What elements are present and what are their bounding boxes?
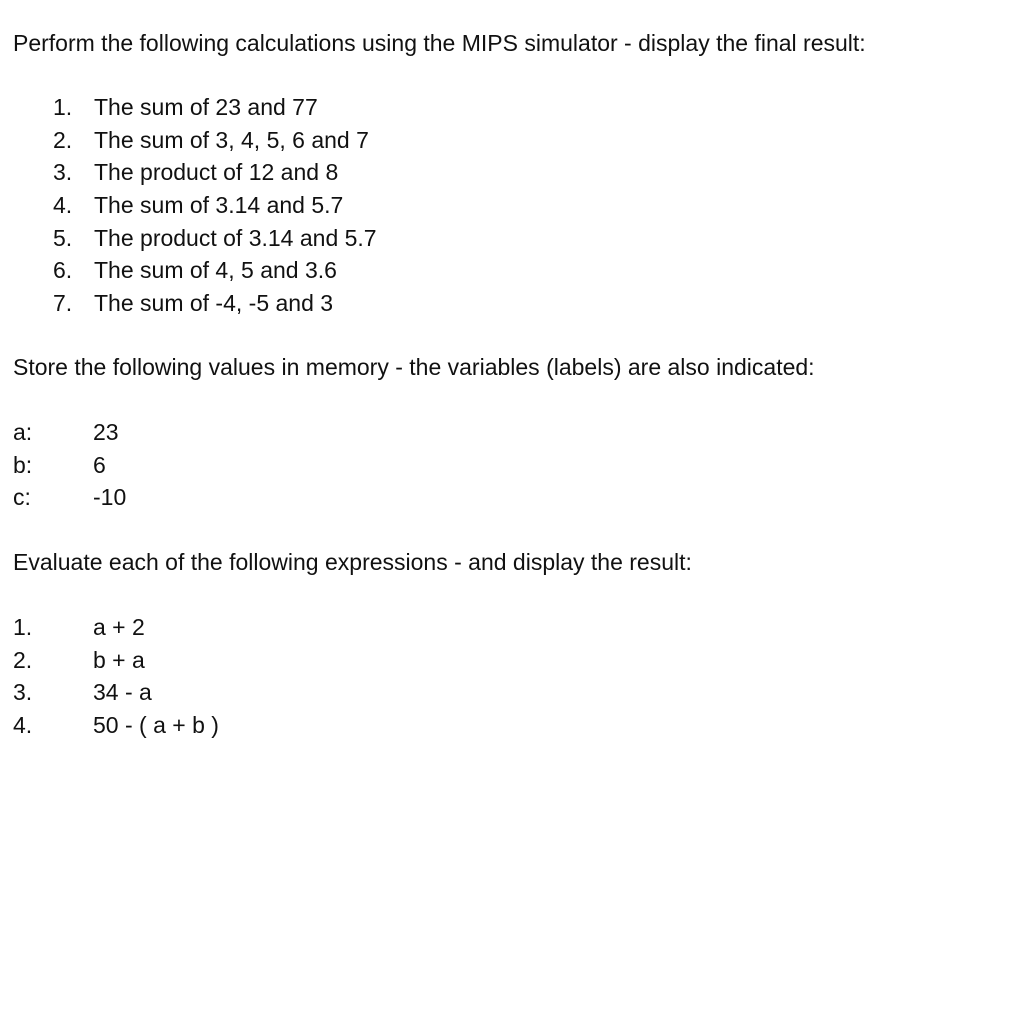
list-item-text: The sum of 3, 4, 5, 6 and 7 bbox=[94, 126, 369, 153]
list-item-text: The sum of -4, -5 and 3 bbox=[94, 290, 334, 317]
list-item-number: 5. bbox=[53, 224, 73, 251]
list-item-text: The sum of 23 and 77 bbox=[94, 94, 318, 120]
variable-label: c: bbox=[13, 484, 31, 510]
expression-number: 3. bbox=[13, 679, 33, 705]
list-item-number: 1. bbox=[53, 94, 73, 120]
list-item-number: 3. bbox=[53, 159, 73, 186]
intro-paragraph: Perform the following calculations using the MIPS simulator - display the final result: bbox=[13, 30, 866, 56]
list-item-text: The sum of 4, 5 and 3.6 bbox=[94, 257, 337, 284]
variable-label: a: bbox=[13, 419, 33, 445]
variable-value: -10 bbox=[93, 484, 127, 510]
expression-text: b + a bbox=[93, 646, 145, 673]
variable-value: 23 bbox=[93, 419, 119, 445]
store-heading: Store the following values in memory - the variables (labels) are also indicated: bbox=[13, 354, 815, 380]
list-item-number: 7. bbox=[53, 290, 73, 317]
expression-number: 1. bbox=[13, 614, 33, 640]
variable-label: b: bbox=[13, 451, 33, 478]
list-item-text: The product of 3.14 and 5.7 bbox=[94, 224, 377, 251]
expression-number: 4. bbox=[13, 711, 33, 738]
list-item-text: The sum of 3.14 and 5.7 bbox=[94, 192, 344, 219]
list-item-number: 4. bbox=[53, 192, 73, 219]
variable-value: 6 bbox=[93, 451, 106, 478]
expression-text: 50 - ( a + b ) bbox=[93, 711, 219, 738]
list-item-number: 6. bbox=[53, 257, 73, 284]
expression-number: 2. bbox=[13, 646, 33, 673]
list-item-number: 2. bbox=[53, 126, 73, 153]
expression-text: 34 - a bbox=[93, 679, 152, 705]
evaluate-heading: Evaluate each of the following expressions - and display the result: bbox=[13, 549, 692, 575]
expression-text: a + 2 bbox=[93, 614, 145, 640]
list-item-text: The product of 12 and 8 bbox=[94, 159, 339, 186]
